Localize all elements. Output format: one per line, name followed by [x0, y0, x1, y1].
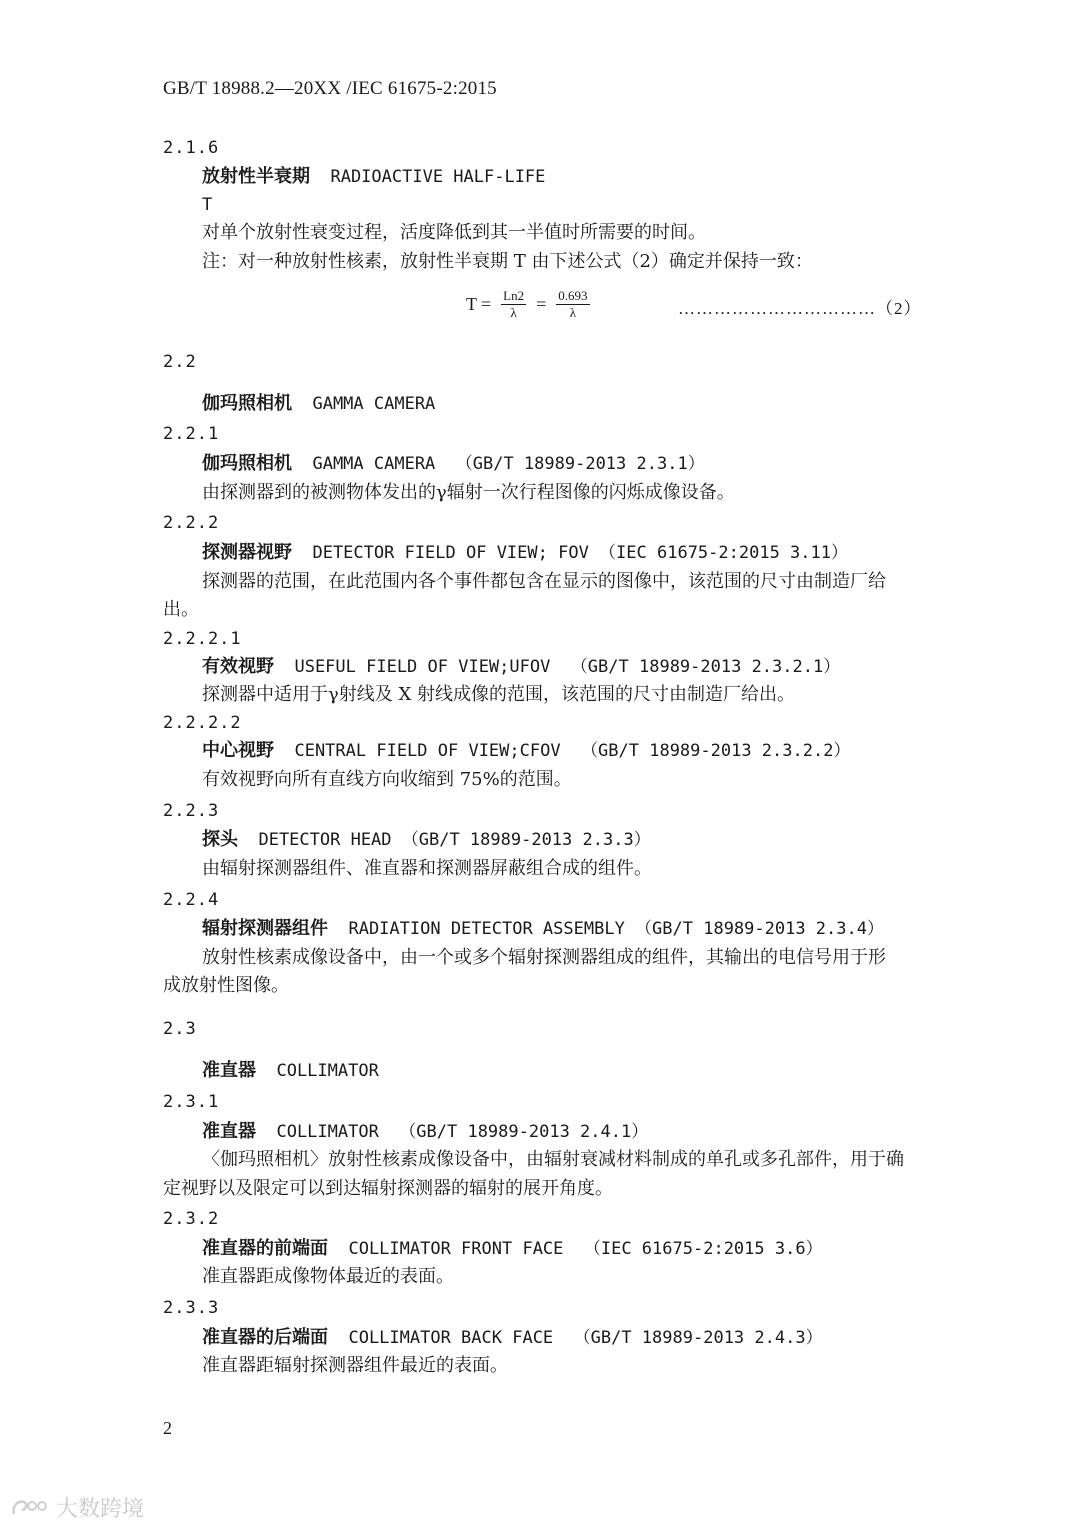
term-en: COLLIMATOR BACK FACE （GB/T 18989-2013 2.4.3）: [328, 1328, 823, 1348]
formula-lhs: T: [466, 294, 477, 314]
term-zh: 辐射探测器组件: [202, 918, 328, 939]
definition: 准直器距成像物体最近的表面。: [202, 1266, 454, 1287]
term-zh: 准直器: [202, 1121, 256, 1142]
term-heading: [202, 166, 545, 188]
note: 注：对一种放射性核素，放射性半衰期 T 由下述公式（2）确定并保持一致：: [202, 251, 813, 272]
page-number: 2: [163, 1418, 172, 1438]
clause-number: 2.3.1: [163, 1092, 220, 1112]
fraction-2: [556, 288, 589, 321]
definition: 由辐射探测器组件、准直器和探测器屏蔽组合成的组件。: [202, 858, 652, 879]
watermark: [10, 1492, 144, 1523]
term-en: DETECTOR FIELD OF VIEW; FOV （IEC 61675-2:2015 3.11）: [292, 543, 848, 563]
clause-number: 2.2.2: [163, 513, 220, 533]
term-heading: [202, 829, 651, 851]
clause-number: 2.2.2.2: [163, 713, 242, 733]
term-zh: 放射性半衰期: [202, 166, 310, 187]
clause-number: 2.3.2: [163, 1209, 220, 1229]
definition: 放射性核素成像设备中，由一个或多个辐射探测器组成的组件，其输出的电信号用于形: [202, 947, 886, 968]
denominator-2: λ: [569, 305, 577, 320]
term-heading: [202, 1121, 648, 1143]
definition: 探测器中适用于γ射线及 X 射线成像的范围，该范围的尺寸由制造厂给出。: [202, 684, 796, 705]
term-en: GAMMA CAMERA （GB/T 18989-2013 2.3.1）: [292, 454, 705, 474]
watermark-logo-icon: [10, 1496, 50, 1520]
clause-number: 2.2: [163, 352, 197, 372]
term-heading: [202, 393, 435, 415]
numerator-1: Ln2: [503, 288, 525, 303]
clause-number: 2.2.2.1: [163, 629, 242, 649]
term-heading: [202, 542, 848, 564]
term-heading: [202, 1238, 823, 1260]
definition: 对单个放射性衰变过程，活度降低到其一半值时所需要的时间。: [202, 222, 706, 243]
clause-number: 2.2.3: [163, 801, 220, 821]
formula-number: ……………………………（2）: [678, 299, 922, 318]
watermark-text: 大数跨境: [56, 1497, 145, 1522]
definition: 探测器的范围，在此范围内各个事件都包含在显示的图像中，该范围的尺寸由制造厂给: [202, 571, 886, 592]
term-en: GAMMA CAMERA: [292, 394, 436, 414]
formula-eq-2: =: [536, 294, 547, 314]
term-en: COLLIMATOR FRONT FACE （IEC 61675-2:2015 3.6）: [328, 1239, 823, 1259]
term-heading: [202, 740, 850, 762]
term-heading: [202, 1327, 823, 1349]
term-heading: [202, 1060, 379, 1082]
term-zh: 探测器视野: [202, 542, 292, 563]
clause-number: 2.2.1: [163, 424, 220, 444]
term-zh: 探头: [202, 829, 238, 850]
clause-number: 2.3.3: [163, 1298, 220, 1318]
term-en: COLLIMATOR （GB/T 18989-2013 2.4.1）: [256, 1122, 649, 1142]
definition: 有效视野向所有直线方向收缩到 75%的范围。: [202, 769, 572, 790]
term-en: RADIATION DETECTOR ASSEMBLY （GB/T 18989-2013 2.3.4）: [328, 919, 884, 939]
fraction-1: [501, 288, 526, 321]
term-zh: 准直器的前端面: [202, 1238, 328, 1259]
term-en: COLLIMATOR: [256, 1061, 379, 1081]
definition: 〈伽玛照相机〉放射性核素成像设备中，由辐射衰减材料制成的单孔或多孔部件，用于确: [202, 1149, 904, 1170]
term-en: USEFUL FIELD OF VIEW;UFOV （GB/T 18989-2013 2.3.2.1）: [274, 657, 841, 677]
clause-number: 2.1.6: [163, 138, 220, 158]
term-zh: 中心视野: [202, 740, 274, 761]
definition-cont: 出。: [163, 599, 199, 620]
definition: 由探测器到的被测物体发出的γ辐射一次行程图像的闪烁成像设备。: [202, 482, 735, 503]
term-zh: 有效视野: [202, 656, 274, 677]
numerator-2: 0.693: [558, 288, 588, 303]
page-header: GB/T 18988.2—20XX /IEC 61675-2:2015: [163, 78, 497, 99]
definition-cont: 定视野以及限定可以到达辐射探测器的辐射的展开角度。: [163, 1178, 613, 1199]
denominator-1: λ: [510, 305, 517, 320]
term-heading: [202, 453, 705, 475]
clause-number: 2.2.4: [163, 890, 220, 910]
term-zh: 准直器的后端面: [202, 1327, 328, 1348]
term-zh: 伽玛照相机: [202, 453, 292, 474]
term-heading: [202, 918, 884, 940]
formula-eq: =: [481, 294, 492, 314]
definition-cont: 成放射性图像。: [163, 975, 289, 996]
term-zh: 伽玛照相机: [202, 393, 292, 414]
term-en: DETECTOR HEAD （GB/T 18989-2013 2.3.3）: [238, 830, 651, 850]
term-heading: [202, 656, 840, 678]
term-zh: 准直器: [202, 1060, 256, 1081]
term-en: RADIOACTIVE HALF-LIFE: [310, 167, 546, 187]
definition: 准直器距辐射探测器组件最近的表面。: [202, 1355, 508, 1376]
term-en: CENTRAL FIELD OF VIEW;CFOV （GB/T 18989-2013 2.3.2.2）: [274, 741, 851, 761]
clause-number: 2.3: [163, 1019, 197, 1039]
formula: [466, 288, 596, 321]
symbol: T: [202, 195, 213, 215]
